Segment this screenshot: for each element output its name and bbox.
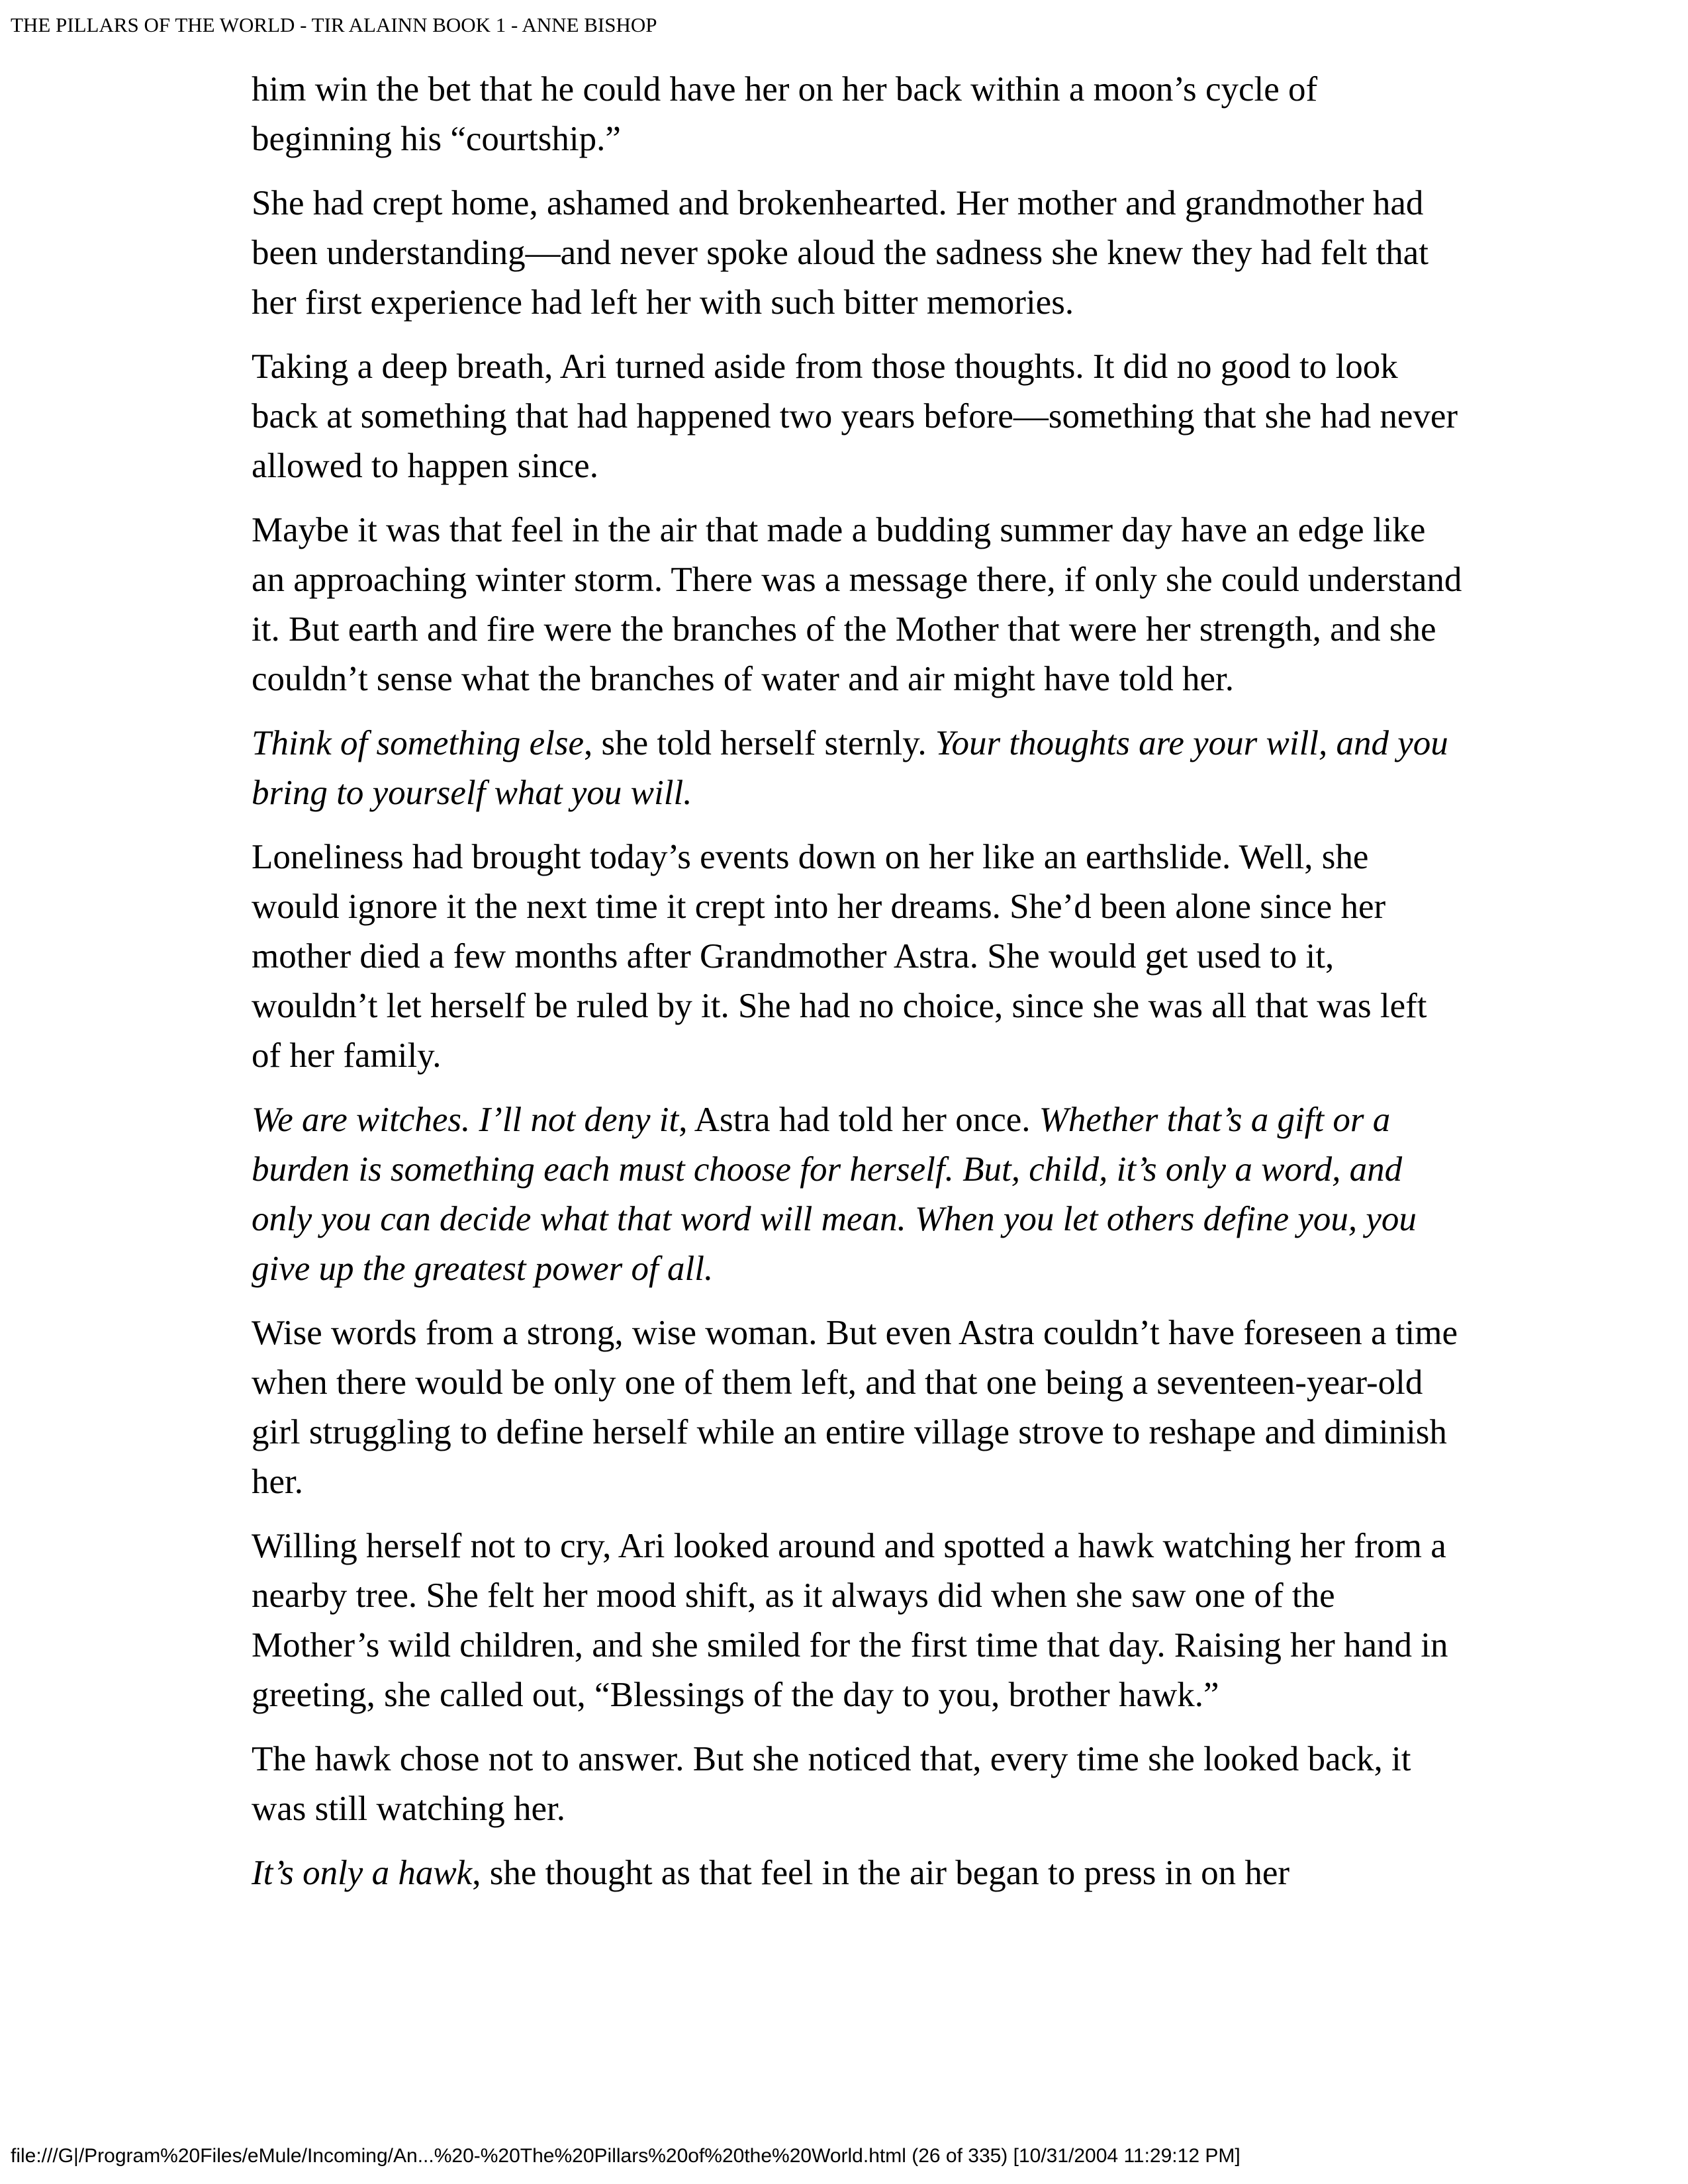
italic-text-run: We are witches. I’ll not deny it bbox=[252, 1101, 679, 1139]
text-run: him win the bet that he could have her on her back within a moon’s cycle of beginning his “courtship.” bbox=[252, 70, 1318, 158]
italic-text-run: It’s only a hawk bbox=[252, 1854, 473, 1892]
paragraph bbox=[252, 1095, 1463, 1294]
italic-text-run: Your thoughts are your will, and you bring to yourself what you will. bbox=[252, 724, 1448, 812]
paragraph bbox=[252, 1308, 1463, 1507]
paragraph bbox=[252, 1735, 1463, 1834]
text-run: , she told herself sternly. bbox=[583, 724, 935, 762]
paragraph bbox=[252, 506, 1463, 704]
text-run: Wise words from a strong, wise woman. But even Astra couldn’t have foreseen a time when there would be only one of them left, and that one being a seventeen-year-old girl struggling to define herself while an entire village strove to reshape and diminish her. bbox=[252, 1314, 1458, 1501]
text-run: She had crept home, ashamed and brokenhearted. Her mother and grandmother had been understanding—and never spoke aloud the sadness she knew they had felt that her first experience had left her with such bitter memories. bbox=[252, 184, 1429, 322]
paragraph bbox=[252, 1522, 1463, 1720]
print-header: THE PILLARS OF THE WORLD - TIR ALAINN BOOK 1 - ANNE BISHOP bbox=[11, 13, 657, 36]
italic-text-run: Think of something else bbox=[252, 724, 584, 762]
paragraph bbox=[252, 833, 1463, 1081]
text-run: Maybe it was that feel in the air that made a budding summer day have an edge like an approaching winter storm. There was a message there, if only she could understand it. But earth and fire were the branches of the Mother that were her strength, and she couldn’t sense what the branches of water and air might have told her. bbox=[252, 511, 1462, 698]
paragraph bbox=[252, 65, 1463, 164]
book-text bbox=[252, 65, 1463, 1898]
text-run: , Astra had told her once. bbox=[679, 1101, 1039, 1139]
text-run: Loneliness had brought today’s events down on her like an earthslide. Well, she would ignore it the next time it crept into her dreams. She’d been alone since her mother died a few months after Grandmother Astra. She would get used to it, wouldn’t let herself be ruled by it. She had no choice, since she was all that was left of her family. bbox=[252, 838, 1427, 1075]
print-footer: file:///G|/Program%20Files/eMule/Incoming/An...%20-%20The%20Pillars%20of%20the%20World.html (26 of 335) [10/31/2004 11:29:12 PM] bbox=[11, 2145, 1241, 2167]
paragraph bbox=[252, 1848, 1463, 1898]
paragraph bbox=[252, 342, 1463, 491]
paragraph bbox=[252, 719, 1463, 818]
paragraph bbox=[252, 179, 1463, 328]
text-run: , she thought as that feel in the air began to press in on her bbox=[472, 1854, 1290, 1892]
text-run: The hawk chose not to answer. But she noticed that, every time she looked back, it was still watching her. bbox=[252, 1740, 1411, 1828]
text-run: Willing herself not to cry, Ari looked around and spotted a hawk watching her from a nearby tree. She felt her mood shift, as it always did when she saw one of the Mother’s wild children, and she smiled for the first time that day. Raising her hand in greeting, she called out, “Blessings of the day to you, brother hawk.” bbox=[252, 1527, 1448, 1714]
italic-text-run: Whether that’s a gift or a burden is something each must choose for herself. But, child, it’s only a word, and only you can decide what that word will mean. When you let others define you, you give up the greatest power of all. bbox=[252, 1101, 1417, 1288]
text-run: Taking a deep breath, Ari turned aside from those thoughts. It did no good to look back at something that had happened two years before—something that she had never allowed to happen since. bbox=[252, 347, 1458, 485]
